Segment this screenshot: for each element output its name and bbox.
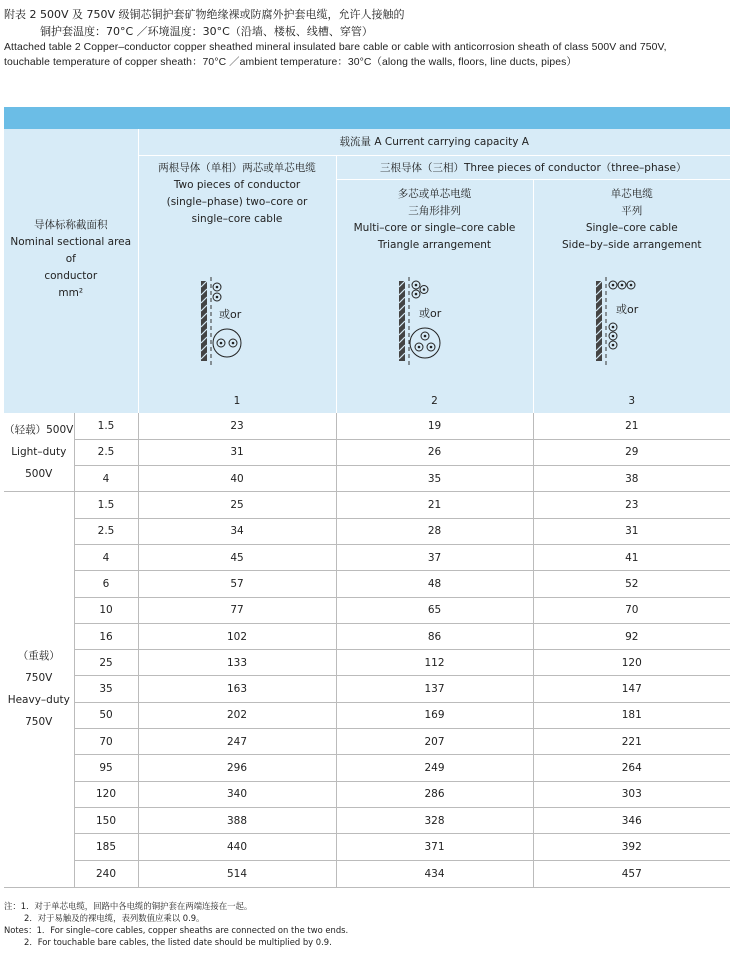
table-row [4, 755, 730, 781]
table-top-band [4, 107, 730, 129]
col3-header-en2: Side–by–side arrangement [562, 238, 702, 251]
or-label-2: 或or [418, 307, 441, 320]
col3-header-en1: Single–core cable [585, 221, 678, 234]
note-en-2: 2．For touchable bare cables, the listed date should be multiplied by 0.9. [24, 937, 332, 947]
table-row [4, 807, 730, 833]
col3-value-cell: 147 [533, 676, 730, 702]
capacity-table [4, 107, 730, 888]
or-label-1: 或or [219, 308, 242, 321]
col1-value-cell: 57 [138, 571, 336, 597]
col1-value-cell: 340 [138, 781, 336, 807]
section-area-cell: 2.5 [74, 439, 138, 465]
col3-header-zh1: 单芯电缆 [610, 187, 653, 200]
col3-value-cell: 346 [533, 807, 730, 833]
section-area-header-unit: mm² [58, 286, 84, 299]
col2-header-en1: Multi–core or single–core cable [353, 221, 516, 234]
col2-value-cell: 37 [336, 544, 533, 570]
heavy-duty-group-label-line: Heavy–duty [7, 694, 70, 707]
col3-header-zh2: 平列 [621, 204, 643, 217]
section-area-cell: 10 [74, 597, 138, 623]
title-en-line2: touchable temperature of copper sheath：70°C ／ambient temperature：30°C（along the walls, floors, line ducts, pipes） [4, 57, 577, 68]
heavy-duty-group-label-line: 750V [25, 716, 53, 729]
col3-value-cell: 264 [533, 755, 730, 781]
table-notes [4, 900, 726, 948]
section-area-cell: 35 [74, 676, 138, 702]
col2-number: 2 [336, 389, 533, 413]
col2-value-cell: 207 [336, 729, 533, 755]
table-row [4, 492, 730, 518]
section-area-cell: 6 [74, 571, 138, 597]
title-zh-line1: 附表 2 500V 及 750V 级铜芯铜护套矿物绝缘裸或防腐外护套电缆，允许人接触的 [4, 8, 405, 21]
col1-value-cell: 202 [138, 702, 336, 728]
col2-header-zh2: 三角形排列 [408, 204, 461, 217]
col2-value-cell: 286 [336, 781, 533, 807]
col1-header-en2: (single–phase) two–core or [166, 195, 308, 208]
col1-value-cell: 34 [138, 518, 336, 544]
table-row [4, 729, 730, 755]
light-duty-group-label-line: Light–duty [11, 446, 67, 459]
col1-header [138, 155, 336, 257]
col1-value-cell: 133 [138, 650, 336, 676]
section-area-header [4, 129, 138, 389]
col2-value-cell: 48 [336, 571, 533, 597]
section-area-number-spacer [4, 389, 138, 413]
section-area-cell: 1.5 [74, 492, 138, 518]
note-en-1: Notes：1．For single–core cables, copper sheaths are connected on the two ends. [4, 925, 349, 935]
col1-value-cell: 77 [138, 597, 336, 623]
col2-value-cell: 21 [336, 492, 533, 518]
capacity-header: 载流量 A Current carrying capacity A [138, 129, 730, 155]
col2-value-cell: 35 [336, 466, 533, 492]
table-row [4, 650, 730, 676]
col2-value-cell: 28 [336, 518, 533, 544]
col1-value-cell: 31 [138, 439, 336, 465]
section-area-cell: 120 [74, 781, 138, 807]
table-row [4, 702, 730, 728]
or-label-3: 或or [615, 303, 639, 316]
table-row [4, 439, 730, 465]
col3-value-cell: 92 [533, 623, 730, 649]
table-row [4, 781, 730, 807]
col3-value-cell: 303 [533, 781, 730, 807]
col2-header-zh1: 多芯或单芯电缆 [397, 187, 472, 200]
light-duty-group-label-line: （轻载）500V [4, 424, 74, 437]
col2-value-cell: 371 [336, 834, 533, 860]
col3-value-cell: 31 [533, 518, 730, 544]
section-area-cell: 95 [74, 755, 138, 781]
table-row [4, 676, 730, 702]
heavy-duty-group-label-line: 750V [25, 672, 53, 685]
col1-value-cell: 25 [138, 492, 336, 518]
table-row [4, 834, 730, 860]
col2-value-cell: 112 [336, 650, 533, 676]
col3-value-cell: 21 [533, 413, 730, 439]
heavy-duty-group-label-line: （重载） [17, 650, 60, 663]
col2-header-en2: Triangle arrangement [377, 238, 492, 251]
col1-value-cell: 23 [138, 413, 336, 439]
section-area-cell: 4 [74, 544, 138, 570]
table-row [4, 518, 730, 544]
col2-value-cell: 137 [336, 676, 533, 702]
col1-value-cell: 40 [138, 466, 336, 492]
col1-value-cell: 247 [138, 729, 336, 755]
note-zh-2: 2．对于易触及的裸电缆，表列数值应乘以 0.9。 [24, 913, 205, 923]
col2-value-cell: 434 [336, 860, 533, 887]
three-phase-header: 三根导体（三相）Three pieces of conductor（three–phase） [336, 155, 730, 179]
section-area-cell: 16 [74, 623, 138, 649]
col3-value-cell: 181 [533, 702, 730, 728]
section-area-cell: 25 [74, 650, 138, 676]
col3-value-cell: 41 [533, 544, 730, 570]
side-by-side-cable-wall-diagram [592, 273, 672, 373]
title-zh-line2: 铜护套温度：70°C ／环境温度：30°C（沿墙、楼板、线槽、穿管） [40, 25, 373, 38]
col2-value-cell: 169 [336, 702, 533, 728]
light-duty-group-label [4, 413, 74, 492]
col1-value-cell: 102 [138, 623, 336, 649]
col3-value-cell: 38 [533, 466, 730, 492]
table-row [4, 860, 730, 887]
col3-value-cell: 221 [533, 729, 730, 755]
col1-header-en1: Two pieces of conductor [173, 178, 301, 191]
col1-header-en3: single–core cable [191, 212, 283, 225]
col3-value-cell: 70 [533, 597, 730, 623]
triangle-cable-wall-diagram [395, 273, 475, 373]
light-duty-group-label-line: 500V [25, 468, 53, 481]
col2-value-cell: 26 [336, 439, 533, 465]
section-area-cell: 2.5 [74, 518, 138, 544]
col1-value-cell: 163 [138, 676, 336, 702]
table-title [4, 6, 726, 70]
col2-value-cell: 65 [336, 597, 533, 623]
heavy-duty-group-label [4, 492, 74, 887]
section-area-cell: 185 [74, 834, 138, 860]
col2-value-cell: 86 [336, 623, 533, 649]
note-zh-1: 注：1．对于单芯电缆，回路中各电缆的铜护套在两端连接在一起。 [4, 901, 253, 911]
col3-number: 3 [533, 389, 730, 413]
col2-header [336, 179, 533, 257]
section-area-cell: 4 [74, 466, 138, 492]
col2-value-cell: 249 [336, 755, 533, 781]
col3-header [533, 179, 730, 257]
two-cable-wall-diagram [197, 273, 277, 373]
section-area-header-en2: conductor [44, 269, 98, 282]
section-area-cell: 70 [74, 729, 138, 755]
section-area-cell: 50 [74, 702, 138, 728]
section-area-header-en1: Nominal sectional area of [10, 235, 132, 265]
col2-diagram-cell [336, 257, 533, 389]
col3-diagram-cell [533, 257, 730, 389]
section-area-cell: 1.5 [74, 413, 138, 439]
col1-value-cell: 514 [138, 860, 336, 887]
title-en-line1: Attached table 2 Copper–conductor copper sheathed mineral insulated bare cable or cable with anticorrosion sheath of class 500V and 750V, [4, 42, 667, 53]
col3-value-cell: 52 [533, 571, 730, 597]
col2-value-cell: 19 [336, 413, 533, 439]
col3-value-cell: 23 [533, 492, 730, 518]
table-row [4, 597, 730, 623]
section-area-cell: 150 [74, 807, 138, 833]
col2-value-cell: 328 [336, 807, 533, 833]
table-row [4, 571, 730, 597]
table-row [4, 466, 730, 492]
col1-diagram-cell [138, 257, 336, 389]
col1-header-zh: 两根导体（单相）两芯或单芯电缆 [158, 161, 316, 174]
table-row [4, 544, 730, 570]
col1-value-cell: 296 [138, 755, 336, 781]
col1-value-cell: 388 [138, 807, 336, 833]
table-row [4, 413, 730, 439]
col1-number: 1 [138, 389, 336, 413]
col1-value-cell: 440 [138, 834, 336, 860]
col3-value-cell: 392 [533, 834, 730, 860]
col3-value-cell: 29 [533, 439, 730, 465]
table-row [4, 623, 730, 649]
section-area-header-zh: 导体标称截面积 [34, 218, 108, 231]
col1-value-cell: 45 [138, 544, 336, 570]
col3-value-cell: 457 [533, 860, 730, 887]
section-area-cell: 240 [74, 860, 138, 887]
col3-value-cell: 120 [533, 650, 730, 676]
